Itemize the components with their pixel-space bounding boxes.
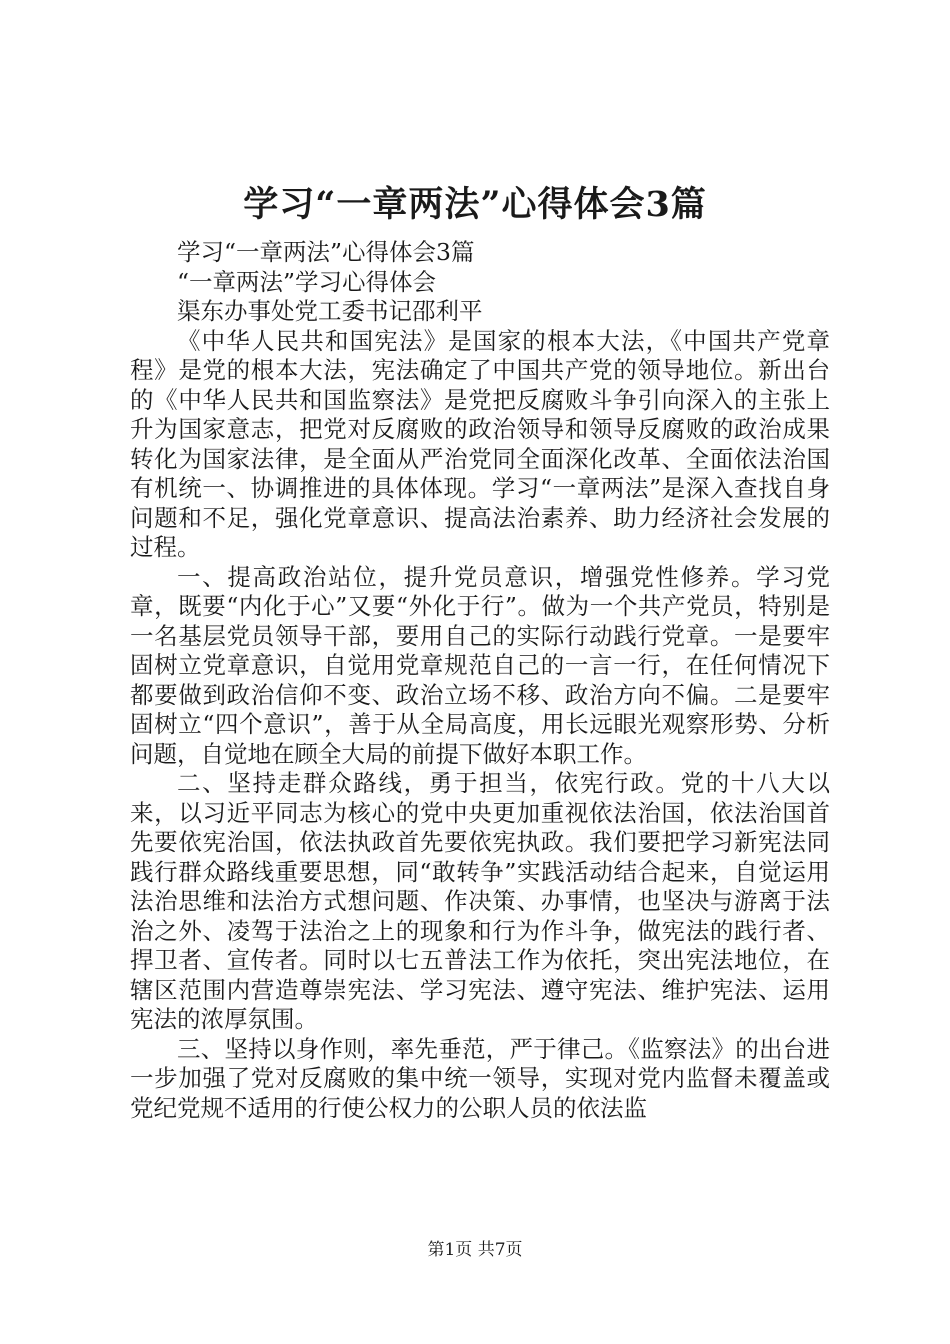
paragraph: 一、提高政治站位，提升党员意识，增强党性修养。学习党章，既要“内化于心”又要“外化于行”。做为一个共产党员，特别是一名基层党员领导干部，要用自己的实际行动践行党章。一是要牢固树立党章意识，自觉用党章规范自己的一言一行，在任何情况下都要做到政治信仰不变、政治立场不移、政治方向不偏。二是要牢固树立“四个意识”，善于从全局高度，用长远眼光观察形势、分析问题，自觉地在顾全大局的前提下做好本职工作。 (130, 562, 830, 768)
page-footer: 第1页 共7页 (427, 1240, 523, 1260)
paragraph: 《中华人民共和国宪法》是国家的根本大法，《中国共产党章程》是党的根本大法，宪法确定了中国共产党的领导地位。新出台的《中华人民共和国监察法》是党把反腐败斗争引向深入的主张上升为国家意志，把党对反腐败的政治领导和领导反腐败的政治成果转化为国家法律，是全面从严治党同全面深化改革、全面依法治国有机统一、协调推进的具体体现。学习“一章两法”是深入查找自身问题和不足，强化党章意识、提高法治素养、助力经济社会发展的过程。 (130, 326, 830, 561)
document-body (130, 238, 830, 1123)
document-title: 学习“一章两法”心得体会3篇 (243, 184, 707, 225)
heading-line: 学习“一章两法”心得体会3篇 (177, 238, 475, 266)
paragraph: 三、坚持以身作则，率先垂范，严于律己。《监察法》的出台进一步加强了党对反腐败的集中统一领导，实现对党内监督未覆盖或党纪党规不适用的行使公权力的公职人员的依法监 (130, 1034, 830, 1122)
heading-line: “一章两法”学习心得体会 (177, 267, 437, 296)
paragraph: 二、坚持走群众路线，勇于担当，依宪行政。党的十八大以来，以习近平同志为核心的党中央更加重视依法治国，依法治国首先要依宪治国，依法执政首先要依宪执政。我们要把学习新宪法同践行群众路线重要思想，同“敢转争”实践活动结合起来，自觉运用法治思维和法治方式想问题、作决策、办事情，也坚决与游离于法治之外、凌驾于法治之上的现象和行为作斗争，做宪法的践行者、捍卫者、宣传者。同时以七五普法工作为依托，突出宪法地位，在辖区范围内营造尊崇宪法、学习宪法、遵守宪法、维护宪法、运用宪法的浓厚氛围。 (130, 769, 830, 1033)
author-line: 渠东办事处党工委书记邵利平 (177, 297, 483, 325)
